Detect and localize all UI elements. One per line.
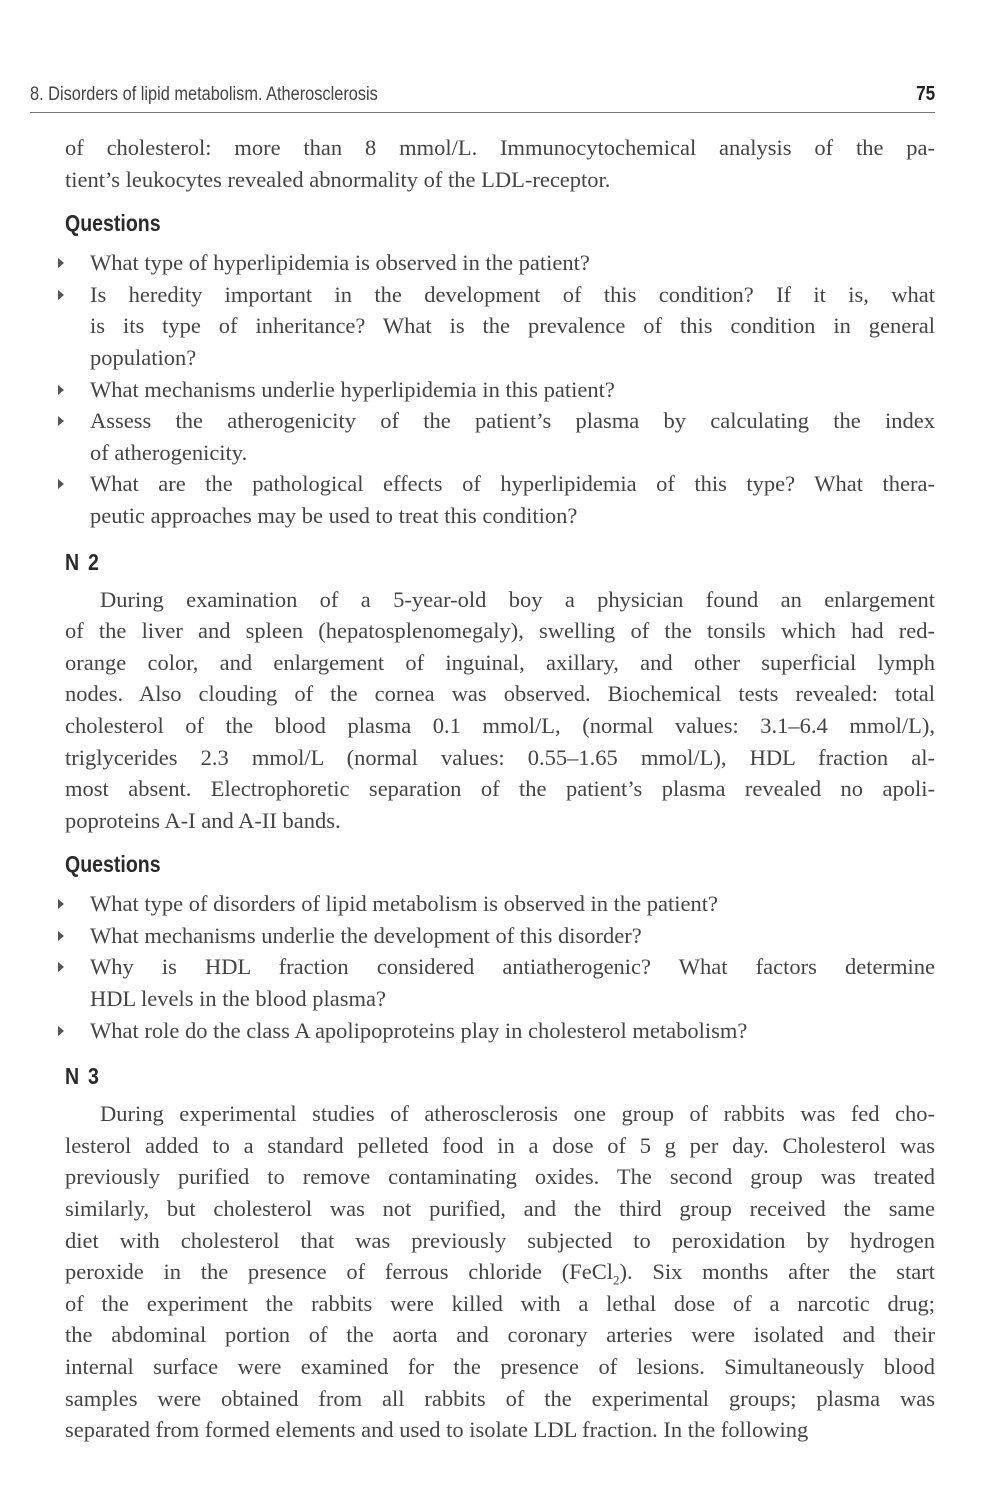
text-line: tient’s leukocytes revealed abnormality of the LDL-receptor.: [65, 166, 611, 192]
text-line: diet with cholesterol that was previously subjected to peroxidation by hydrogen: [65, 1227, 935, 1253]
question-item: [65, 468, 935, 531]
text-line: peroxide in the presence of ferrous chloride (FeCl$_2$). Six months after the start: [65, 1259, 935, 1288]
question-item: [65, 888, 935, 920]
bullet-triangle-icon: [58, 416, 64, 426]
text-line: samples were obtained from all rabbits of the experimental groups; plasma was: [65, 1385, 935, 1411]
text-line: most absent. Electrophoretic separation of the patient’s plasma revealed no apoli-: [65, 776, 935, 802]
case-heading-n3: N 3: [65, 1063, 101, 1090]
question-item: [65, 374, 935, 406]
text-line: internal surface were examined for the presence of lesions. Simultaneously blood: [65, 1354, 935, 1379]
page-body: [65, 132, 935, 1446]
chapter-title: 8. Disorders of lipid metabolism. Atherosclerosis: [30, 84, 378, 105]
text-line: of cholesterol: more than 8 mmol/L. Immunocytochemical analysis of the pa-: [65, 135, 935, 160]
question-list: [65, 247, 935, 531]
questions-heading: Questions: [65, 851, 161, 878]
text-line: similarly, but cholesterol was not purified, and the third group received the same: [65, 1196, 935, 1222]
text-line: What mechanisms underlie hyperlipidemia in this patient?: [90, 376, 615, 402]
question-item: [65, 1015, 935, 1047]
bullet-triangle-icon: [58, 1026, 64, 1036]
bullet-triangle-icon: [58, 931, 64, 941]
text-line: separated from formed elements and used to isolate LDL fraction. In the following: [65, 1417, 809, 1443]
questions-heading: Questions: [65, 210, 161, 237]
case-n2-paragraph: [65, 584, 935, 837]
text-line: lesterol added to a standard pelleted food in a dose of 5 g per day. Cholesterol was: [65, 1132, 935, 1158]
case-heading-n2: N 2: [65, 548, 101, 575]
case-n3-paragraph: [65, 1098, 935, 1446]
bullet-triangle-icon: [58, 258, 64, 268]
text-line: What type of disorders of lipid metabolism is observed in the patient?: [90, 891, 718, 917]
text-fragment: ). Six months after the start: [619, 1259, 935, 1285]
text-line: Assess the atherogenicity of the patient’s plasma by calculating the index: [90, 408, 935, 434]
question-list: [65, 888, 935, 1046]
text-line: During experimental studies of atherosclerosis one group of rabbits was fed cho-: [100, 1101, 935, 1127]
bullet-triangle-icon: [58, 385, 64, 395]
question-item: [65, 405, 935, 468]
text-line: orange color, and enlargement of inguinal, axillary, and other superficial lymph: [65, 649, 935, 675]
text-line: population?: [90, 344, 197, 370]
text-line: What mechanisms underlie the development of this disorder?: [90, 922, 642, 948]
text-line: is its type of inheritance? What is the prevalence of this condition in general: [90, 313, 935, 339]
text-line: nodes. Also clouding of the cornea was observed. Biochemical tests revealed: total: [65, 681, 935, 707]
question-item: [65, 920, 935, 952]
text-line: the abdominal portion of the aorta and coronary arteries were isolated and their: [65, 1322, 935, 1348]
text-line: Why is HDL fraction considered antiatherogenic? What factors determine: [90, 954, 935, 980]
bullet-triangle-icon: [58, 899, 64, 909]
text-line: What type of hyperlipidemia is observed in the patient?: [90, 250, 590, 276]
text-line: cholesterol of the blood plasma 0.1 mmol/L, (normal values: 3.1–6.4 mmol/L),: [65, 712, 935, 738]
question-item: [65, 247, 935, 279]
question-item: [65, 951, 935, 1014]
text-line: What are the pathological effects of hyperlipidemia of this type? What thera-: [90, 471, 935, 497]
text-line: of the liver and spleen (hepatosplenomegaly), swelling of the tonsils which had red-: [65, 618, 935, 644]
intro-paragraph: [65, 132, 935, 195]
text-line: of the experiment the rabbits were killed with a lethal dose of a narcotic drug;: [65, 1290, 935, 1316]
text-line: of atherogenicity.: [90, 439, 248, 465]
text-line: peutic approaches may be used to treat this condition?: [90, 502, 578, 528]
bullet-triangle-icon: [58, 479, 64, 489]
subscript: 2: [612, 1272, 620, 1288]
text-line: HDL levels in the blood plasma?: [90, 986, 386, 1012]
text-line: previously purified to remove contaminating oxides. The second group was treated: [65, 1164, 935, 1190]
text-line: During examination of a 5-year-old boy a physician found an enlargement: [100, 586, 935, 612]
question-item: [65, 279, 935, 374]
text-line: poproteins A-I and A-II bands.: [65, 807, 341, 833]
running-header: [30, 80, 935, 113]
page-number: 75: [915, 83, 935, 105]
text-line: What role do the class A apolipoproteins play in cholesterol metabolism?: [90, 1017, 748, 1043]
bullet-triangle-icon: [58, 962, 64, 972]
bullet-triangle-icon: [58, 290, 64, 300]
text-line: Is heredity important in the development of this condition? If it is, what: [90, 281, 935, 307]
text-line: triglycerides 2.3 mmol/L (normal values: 0.55–1.65 mmol/L), HDL fraction al-: [65, 744, 935, 770]
